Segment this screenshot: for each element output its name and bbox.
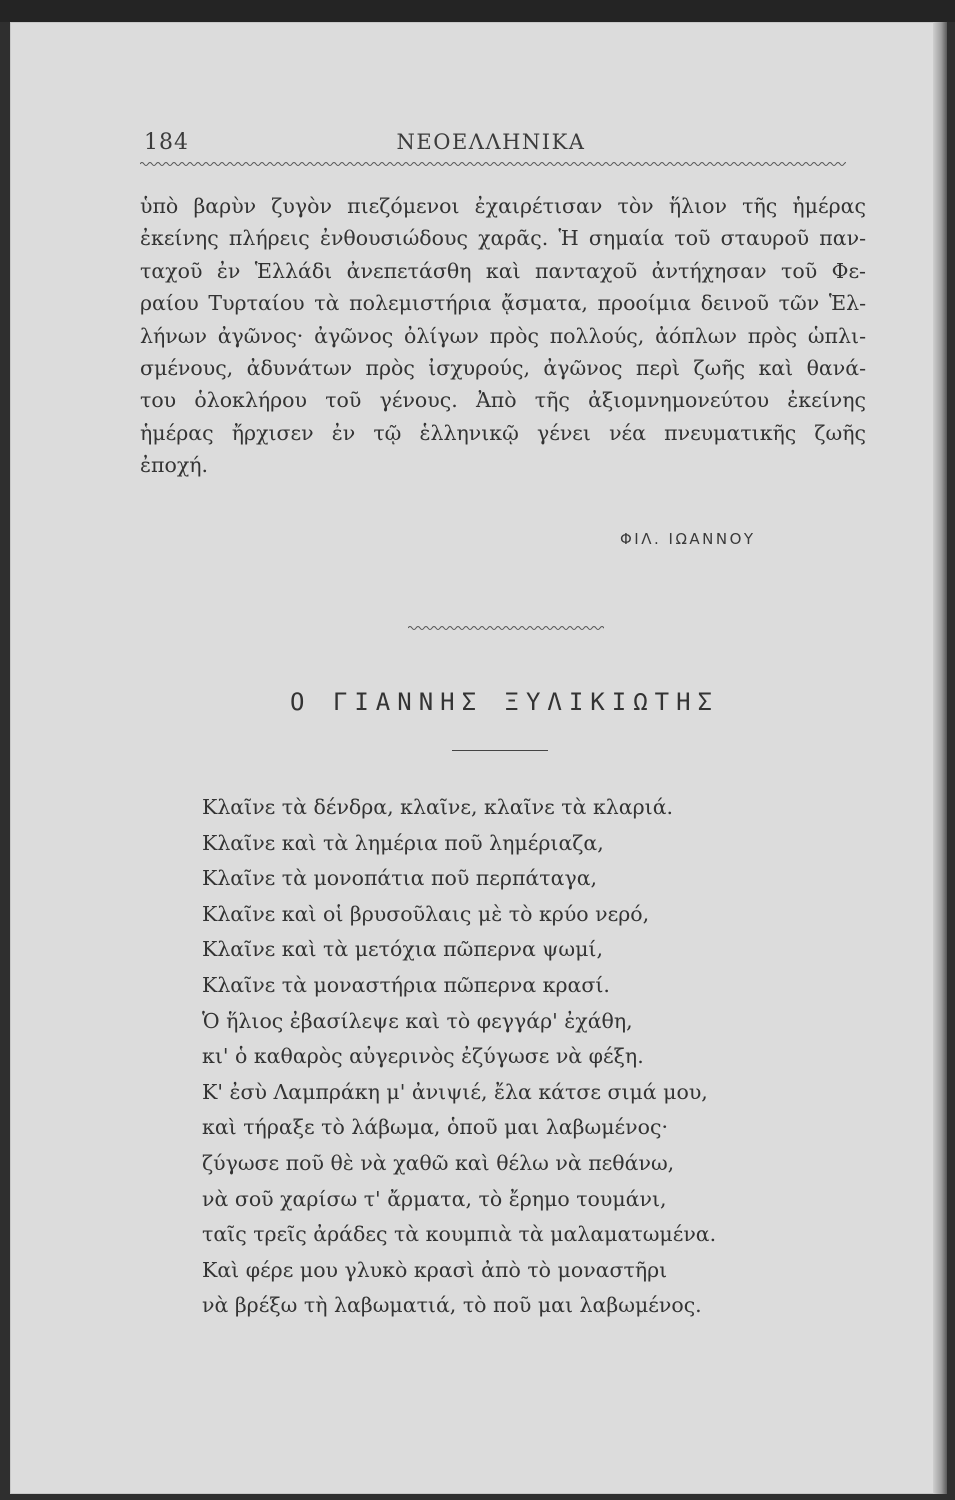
poem-line: νὰ βρέξω τὴ λαβωματιά, τὸ ποῦ μαι λαβωμένος. [202,1293,702,1318]
poem-body [202,790,802,1324]
title-underline [452,750,548,751]
prose-line: ἐποχή. [140,453,209,478]
poem-line: Ὁ ἥλιος ἐβασίλεψε καὶ τὸ φεγγάρ' ἐχάθη, [202,1008,633,1033]
header-wavy-rule [140,160,846,168]
poem-line: Κλαῖνε τὰ μοναστήρια πῶπερνα κρασί. [202,972,610,997]
poem-line: ζύγωσε ποῦ θὲ νὰ χαθῶ καὶ θέλω νὰ πεθάνω, [202,1150,675,1175]
section-wavy-divider [408,624,604,632]
prose-line: ταχοῦ ἐν Ἑλλάδι ἀνεπετάσθη καὶ πανταχοῦ ἀντήχησαν τοῦ Φε- [140,258,866,283]
poem-line: Κλαῖνε καὶ τὰ λημέρια ποῦ λημέριαζα, [202,830,604,855]
prose-line: σμένους, ἀδυνάτων πρὸς ἰσχυρούς, ἀγῶνος περὶ ζωῆς καὶ θανά- [140,356,866,381]
prose-line: ἐκείνης πλήρεις ἐνθουσιώδους χαρᾶς. Ἡ σημαία τοῦ σταυροῦ παν- [140,226,866,251]
poem-line: Κλαῖνε καὶ οἱ βρυσοῦλαις μὲ τὸ κρύο νερό, [202,901,650,926]
running-title: ΝΕΟΕΛΛΗΝΙΚΑ [396,130,586,154]
prose-line: ἡμέρας ἤρχισεν ἐν τῷ ἑλληνικῷ γένει νέα πνευματικῆς ζωῆς [140,420,866,445]
poem-title: Ο ΓΙΑΝΝΗΣ ΞΥΛΙΚΙΩΤΗΣ [290,688,719,716]
poem-line: κι' ὁ καθαρὸς αὐγερινὸς ἐζύγωσε νὰ φέξη. [202,1044,644,1069]
scan-top-edge [0,0,955,22]
prose-line: ραίου Τυρταίου τὰ πολεμιστήρια ᾄσματα, προοίμια δεινοῦ τῶν Ἑλ- [140,291,866,316]
poem-line: Κλαῖνε τὰ δένδρα, κλαῖνε, κλαῖνε τὰ κλαριά. [202,795,674,819]
poem-line: Κ' ἐσὺ Λαμπράκη μ' ἀνιψιέ, ἔλα κάτσε σιμά μου, [202,1079,708,1104]
poem-line: νὰ σοῦ χαρίσω τ' ἄρματα, τὸ ἔρημο τουμάνι, [202,1186,667,1211]
prose-line: ὑπὸ βαρὺν ζυγὸν πιεζόμενοι ἐχαιρέτισαν τὸν ἥλιον τῆς ἡμέρας [140,194,866,218]
author-signature: ΦΙΛ. ΙΩΑΝΝΟΥ [620,530,756,548]
prose-paragraph [140,190,866,482]
poem-line: Κλαῖνε τὰ μονοπάτια ποῦ περπάταγα, [202,866,598,891]
prose-line: λήνων ἀγῶνος· ἀγῶνος ὀλίγων πρὸς πολλούς, ἀόπλων πρὸς ὡπλι- [140,323,866,348]
prose-line: του ὁλοκλήρου τοῦ γένους. Ἀπὸ τῆς ἀξιομνημονεύτου ἐκείνης [140,388,866,413]
poem-line: καὶ τήραξε τὸ λάβωμα, ὁποῦ μαι λαβωμένος· [202,1115,668,1140]
poem-line: Καὶ φέρε μου γλυκὸ κρασὶ ἀπὸ τὸ μοναστῆρι [202,1257,668,1282]
poem-line: Κλαῖνε καὶ τὰ μετόχια πῶπερνα ψωμί, [202,937,603,962]
page-number: 184 [144,130,189,155]
page-header [136,130,846,160]
poem-line: ταῖς τρεῖς ἀράδες τὰ κουμπιὰ τὰ μαλαματωμένα. [202,1222,717,1247]
